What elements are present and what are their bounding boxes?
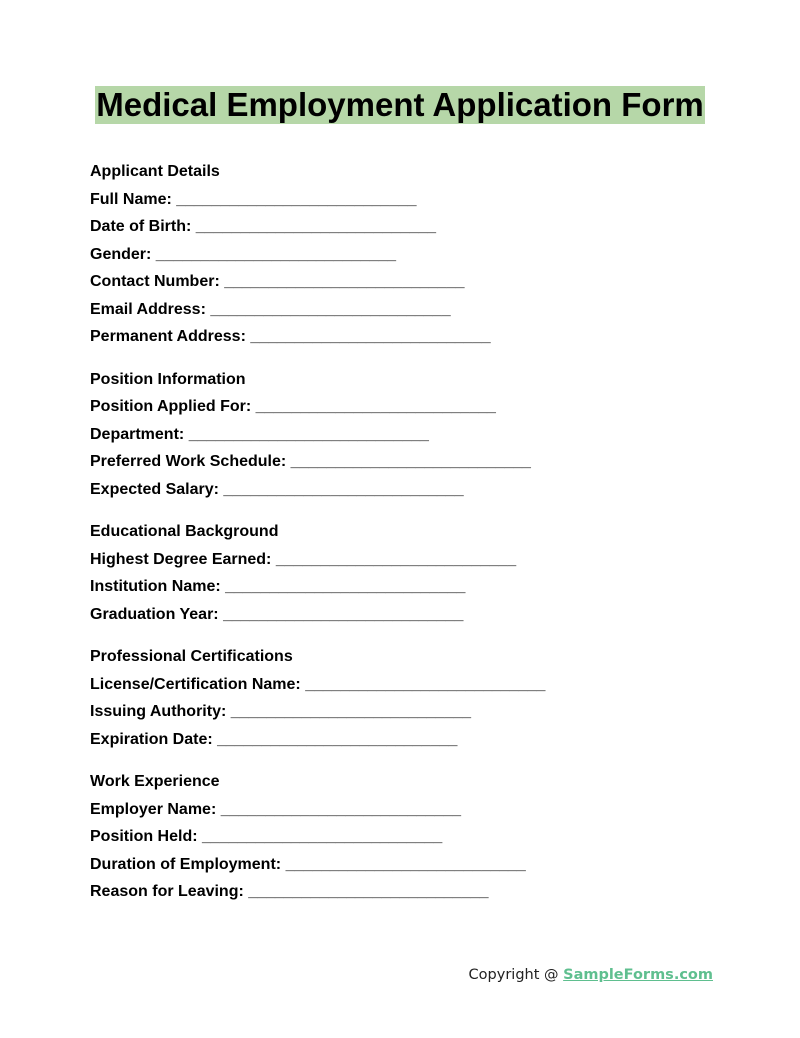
field-label: Position Applied For: [90, 398, 252, 415]
field-label: Institution Name: [90, 578, 221, 595]
field-blank-line[interactable]: ___________________________ [285, 855, 526, 873]
form-field [90, 823, 545, 845]
field-label: License/Certification Name: [90, 675, 301, 693]
field-blank-line[interactable]: ___________________________ [220, 800, 461, 818]
form-field [90, 546, 545, 574]
field-blank-line[interactable]: ___________________________ [195, 218, 437, 235]
section-heading: Professional Certifications [90, 648, 293, 665]
field-label: Email Address: [90, 300, 206, 318]
form-content [90, 158, 545, 921]
field-label: Employer Name: [90, 800, 217, 818]
field-blank-line[interactable]: ___________________________ [255, 398, 496, 415]
field-blank-line[interactable]: ___________________________ [202, 828, 443, 845]
section-educational-background [90, 518, 545, 628]
form-field [90, 213, 545, 241]
form-field [90, 796, 545, 824]
field-blank-line[interactable]: ___________________________ [225, 578, 466, 595]
section-heading: Educational Background [90, 523, 279, 540]
field-blank-line[interactable]: ___________________________ [250, 328, 491, 345]
field-label: Full Name: [90, 190, 172, 208]
form-field [90, 421, 545, 449]
field-label: Date of Birth: [90, 218, 192, 235]
field-blank-line[interactable]: ___________________________ [155, 245, 397, 263]
form-field [90, 186, 545, 214]
form-field [90, 573, 545, 601]
field-blank-line[interactable]: ___________________________ [248, 883, 489, 900]
section-heading: Work Experience [90, 773, 220, 790]
field-blank-line[interactable]: ___________________________ [176, 190, 417, 208]
page-title: Medical Employment Application Form [96, 86, 704, 123]
field-label: Expected Salary: [90, 480, 219, 498]
form-field [90, 878, 545, 906]
section-heading: Position Information [90, 370, 246, 388]
field-label: Issuing Authority: [90, 703, 227, 720]
field-label: Permanent Address: [90, 328, 246, 345]
form-field [90, 268, 545, 296]
footer [469, 967, 713, 983]
field-label: Expiration Date: [90, 730, 213, 748]
field-blank-line[interactable]: ___________________________ [188, 425, 429, 443]
title-wrapper [0, 86, 800, 124]
field-label: Gender: [90, 245, 152, 263]
field-label: Contact Number: [90, 273, 220, 290]
copyright-text: Copyright @ [468, 967, 564, 983]
field-blank-line[interactable]: ___________________________ [210, 300, 451, 318]
section-position-information [90, 366, 545, 504]
field-label: Position Held: [90, 828, 198, 845]
form-field [90, 601, 545, 629]
form-field [90, 323, 545, 351]
field-blank-line[interactable]: ___________________________ [305, 675, 546, 693]
field-label: Duration of Employment: [90, 855, 282, 873]
section-applicant-details [90, 158, 545, 351]
field-label: Reason for Leaving: [90, 883, 244, 900]
field-blank-line[interactable]: ___________________________ [275, 550, 517, 568]
field-blank-line[interactable]: ___________________________ [230, 703, 472, 720]
form-field [90, 241, 545, 269]
section-professional-certifications [90, 643, 545, 753]
form-field [90, 851, 545, 879]
form-field [90, 476, 545, 504]
form-field [90, 393, 545, 421]
field-blank-line[interactable]: ___________________________ [223, 605, 464, 623]
section-work-experience [90, 768, 545, 906]
field-label: Highest Degree Earned: [90, 550, 272, 568]
field-label: Department: [90, 425, 185, 443]
form-field [90, 448, 545, 476]
field-blank-line[interactable]: ___________________________ [290, 453, 531, 470]
field-blank-line[interactable]: ___________________________ [224, 273, 465, 290]
form-field [90, 726, 545, 754]
form-field [90, 296, 545, 324]
field-blank-line[interactable]: ___________________________ [217, 730, 458, 748]
sampleforms-link[interactable]: SampleForms.com [563, 967, 713, 983]
section-heading: Applicant Details [90, 163, 220, 180]
form-field [90, 671, 545, 699]
field-blank-line[interactable]: ___________________________ [223, 480, 464, 498]
form-field [90, 698, 545, 726]
field-label: Preferred Work Schedule: [90, 453, 287, 470]
field-label: Graduation Year: [90, 605, 219, 623]
